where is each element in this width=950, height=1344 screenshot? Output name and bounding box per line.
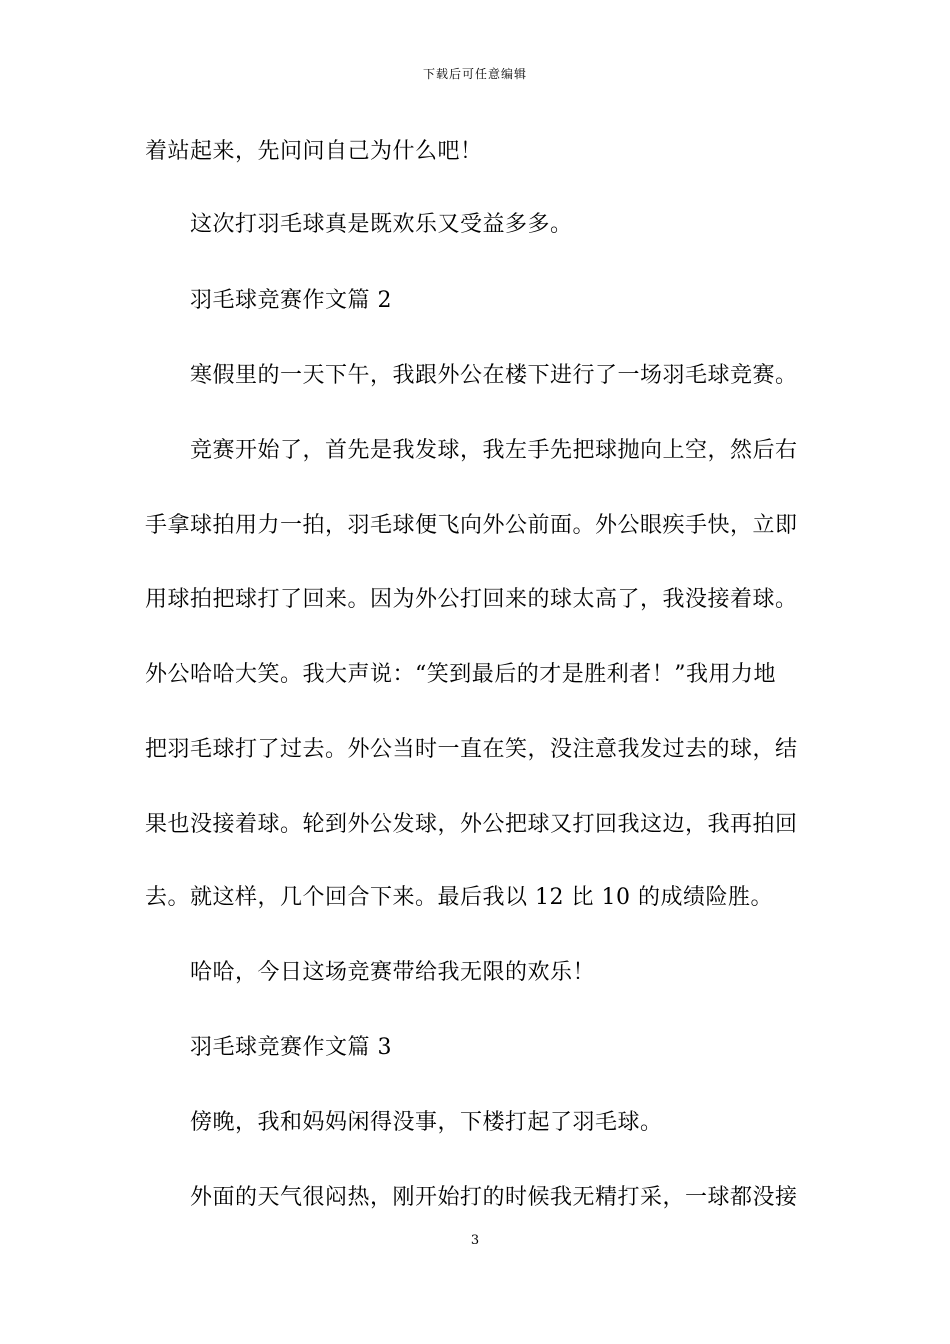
text-line: 用球拍把球打了回来。因为外公打回来的球太高了，我没接着球。 bbox=[145, 587, 798, 612]
text-line: 把羽毛球打了过去。外公当时一直在笑，没注意我发过去的球，结 bbox=[145, 737, 798, 762]
section-heading: 羽毛球竞赛作文篇 2 bbox=[190, 288, 392, 313]
text-line: 傍晚，我和妈妈闲得没事，下楼打起了羽毛球。 bbox=[190, 1110, 663, 1135]
header-note: 下载后可任意编辑 bbox=[422, 67, 527, 81]
text-line: 手拿球拍用力一拍，羽毛球便飞向外公前面。外公眼疾手快，立即 bbox=[145, 513, 798, 538]
text-line: 去。就这样，几个回合下来。最后我以 12 比 10 的成绩险胜。 bbox=[145, 885, 773, 910]
section-heading: 羽毛球竞赛作文篇 3 bbox=[190, 1035, 392, 1060]
text-line: 着站起来，先问问自己为什么吧！ bbox=[145, 139, 483, 164]
text-line: 果也没接着球。轮到外公发球，外公把球又打回我这边，我再拍回 bbox=[145, 812, 798, 837]
text-line: 外公哈哈大笑。我大声说：“笑到最后的才是胜利者！”我用力地 bbox=[145, 662, 776, 687]
text-line: 哈哈，今日这场竞赛带给我无限的欢乐！ bbox=[190, 960, 596, 985]
text-line: 外面的天气很闷热，刚开始打的时候我无精打采，一球都没接 bbox=[190, 1185, 798, 1210]
text-line: 寒假里的一天下午，我跟外公在楼下进行了一场羽毛球竞赛。 bbox=[190, 363, 798, 388]
text-line: 竞赛开始了，首先是我发球，我左手先把球抛向上空，然后右 bbox=[190, 438, 798, 463]
page-number: 3 bbox=[470, 1233, 480, 1248]
text-line: 这次打羽毛球真是既欢乐又受益多多。 bbox=[190, 212, 573, 237]
